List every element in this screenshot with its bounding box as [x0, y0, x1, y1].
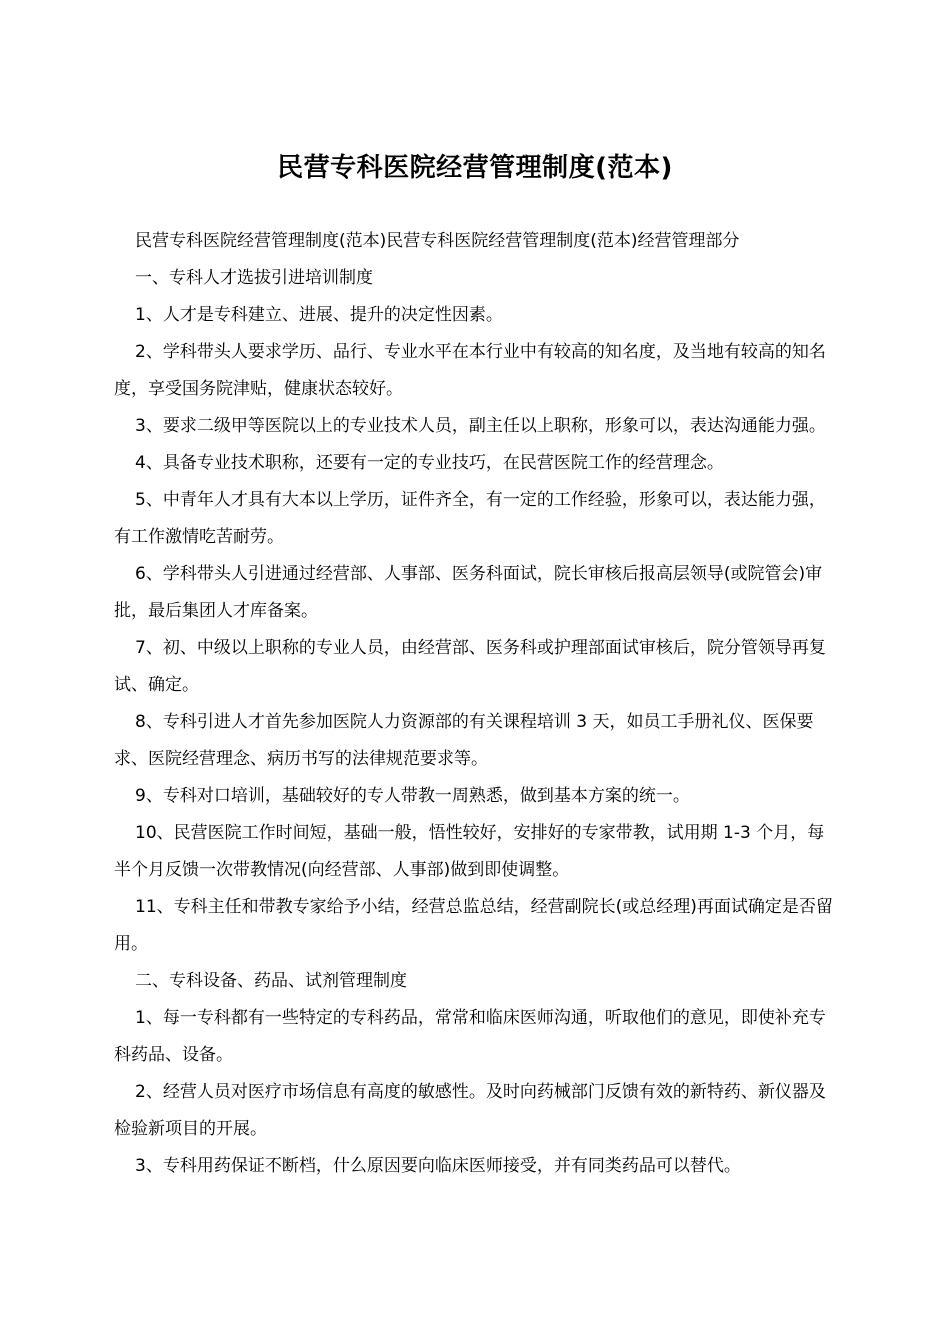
document-title: 民营专科医院经营管理制度(范本) [277, 153, 673, 184]
paragraph-talent-8: 8、专科引进人才首先参加医院人力资源部的有关课程培训 3 天，如员工手册礼仪、医保要求、医院经营理念、病历书写的法律规范要求等。 [114, 712, 814, 769]
paragraph-talent-5: 5、中青年人才具有大本以上学历，证件齐全，有一定的工作经验，形象可以，表达能力强，有工作激情吃苦耐劳。 [114, 490, 826, 547]
paragraph-equipment-1: 1、每一专科都有一些特定的专科药品，常常和临床医师沟通，听取他们的意见，即使补充专科药品、设备。 [114, 1008, 826, 1065]
paragraph-talent-1: 1、人才是专科建立、进展、提升的决定性因素。 [135, 305, 503, 325]
paragraph-talent-11: 11、专科主任和带教专家给予小结，经营总监总结，经营副院长(或总经理)再面试确定是否留用。 [114, 897, 833, 954]
paragraph-talent-2: 2、学科带头人要求学历、品行、专业水平在本行业中有较高的知名度，及当地有较高的知名度，享受国务院津贴，健康状态较好。 [114, 342, 826, 399]
paragraph-intro: 民营专科医院经营管理制度(范本)民营专科医院经营管理制度(范本)经营管理部分 [135, 231, 740, 251]
section-heading-equipment: 二、专科设备、药品、试剂管理制度 [135, 971, 407, 991]
paragraph-talent-3: 3、要求二级甲等医院以上的专业技术人员，副主任以上职称，形象可以，表达沟通能力强。 [135, 416, 826, 436]
paragraph-equipment-3: 3、专科用药保证不断档，什么原因要向临床医师接受，并有同类药品可以替代。 [135, 1156, 741, 1176]
paragraph-equipment-2: 2、经营人员对医疗市场信息有高度的敏感性。及时向药械部门反馈有效的新特药、新仪器及检验新项目的开展。 [114, 1082, 826, 1139]
paragraph-talent-7: 7、初、中级以上职称的专业人员，由经营部、医务科或护理部面试审核后，院分管领导再复试、确定。 [114, 638, 826, 695]
paragraph-talent-9: 9、专科对口培训，基础较好的专人带教一周熟悉，做到基本方案的统一。 [135, 786, 690, 806]
document-body [114, 223, 838, 1185]
paragraph-talent-6: 6、学科带头人引进通过经营部、人事部、医务科面试，院长审核后报高层领导(或院管会)审批，最后集团人才库备案。 [114, 564, 823, 621]
paragraph-talent-10: 10、民营医院工作时间短，基础一般，悟性较好，安排好的专家带教，试用期 1-3 个月，每半个月反馈一次带教情况(向经营部、人事部)做到即使调整。 [114, 823, 825, 880]
section-heading-talent: 一、专科人才选拔引进培训制度 [135, 268, 373, 288]
paragraph-talent-4: 4、具备专业技术职称，还要有一定的专业技巧，在民营医院工作的经营理念。 [135, 453, 724, 473]
